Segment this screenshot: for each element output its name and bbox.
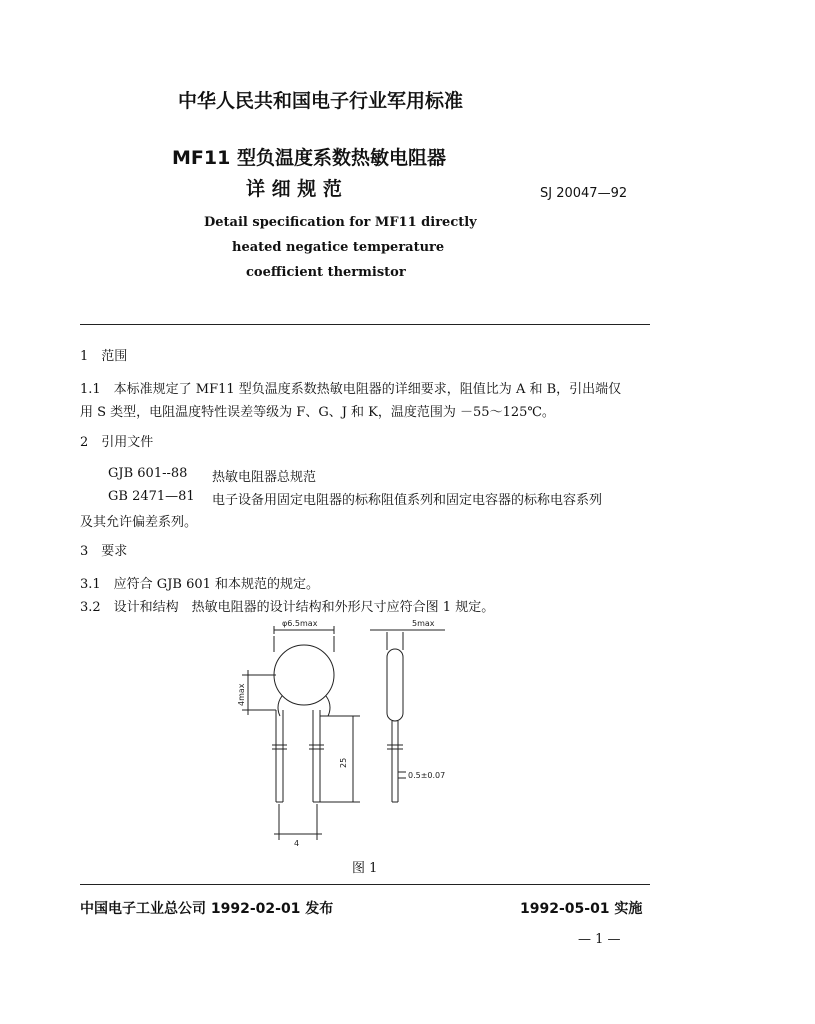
- english-title-line3: coefficient thermistor: [246, 265, 406, 280]
- dim-thickness-label: 5max: [412, 619, 435, 628]
- section-3-heading: 3 要求: [80, 544, 128, 559]
- standard-code: SJ 20047—92: [540, 186, 628, 201]
- clause-3-1: 3.1 应符合 GJB 601 和本规范的规定。: [80, 577, 320, 592]
- reference-1-code: GJB 601--88: [108, 466, 188, 481]
- thermistor-disc-front: [274, 645, 334, 705]
- org-title: 中华人民共和国电子行业军用标准: [178, 90, 464, 112]
- dim-height-label: 4max: [237, 683, 246, 706]
- doc-title: MF11 型负温度系数热敏电阻器: [172, 147, 446, 169]
- section-1-heading: 1 范围: [80, 349, 128, 364]
- english-title-line2: heated negatice temperature: [232, 240, 445, 255]
- header-divider: [80, 324, 650, 325]
- reference-2-code: GB 2471—81: [108, 489, 195, 504]
- dim-lead-spacing-label: 4: [294, 839, 300, 848]
- page-number: — 1 —: [578, 932, 621, 947]
- thermistor-body-side: [387, 649, 403, 721]
- figure-caption: 图 1: [352, 861, 378, 876]
- doc-subtitle: 详 细 规 范: [246, 178, 342, 200]
- english-title-line1: Detail specification for MF11 directly: [204, 215, 477, 230]
- publisher-line: 中国电子工业总公司 1992-02-01 发布: [80, 901, 334, 917]
- clause-1-1-line2: 用 S 类型，电阻温度特性误差等级为 F、G、J 和 K，温度范围为 －55～125℃。: [80, 405, 555, 420]
- reference-2-continued: 及其允许偏差系列。: [80, 515, 198, 530]
- effective-date: 1992-05-01 实施: [520, 901, 643, 917]
- section-2-heading: 2 引用文件: [80, 435, 154, 450]
- clause-3-2: 3.2 设计和结构 热敏电阻器的设计结构和外形尺寸应符合图 1 规定。: [80, 600, 495, 615]
- dim-lead-length-label: 25: [339, 757, 348, 768]
- reference-1-title: 热敏电阻器总规范: [212, 470, 317, 485]
- thermistor-outline-drawing: [220, 612, 480, 852]
- clause-1-1-line1: 1.1 本标准规定了 MF11 型负温度系数热敏电阻器的详细要求，阻值比为 A 和 B，引出端仅: [80, 382, 622, 397]
- dim-lead-diameter-label: 0.5±0.07: [408, 771, 446, 780]
- dim-diameter-label: φ6.5max: [282, 619, 318, 628]
- footer-divider: [80, 884, 650, 885]
- reference-2-title: 电子设备用固定电阻器的标称阻值系列和固定电容器的标称电容系列: [212, 493, 603, 508]
